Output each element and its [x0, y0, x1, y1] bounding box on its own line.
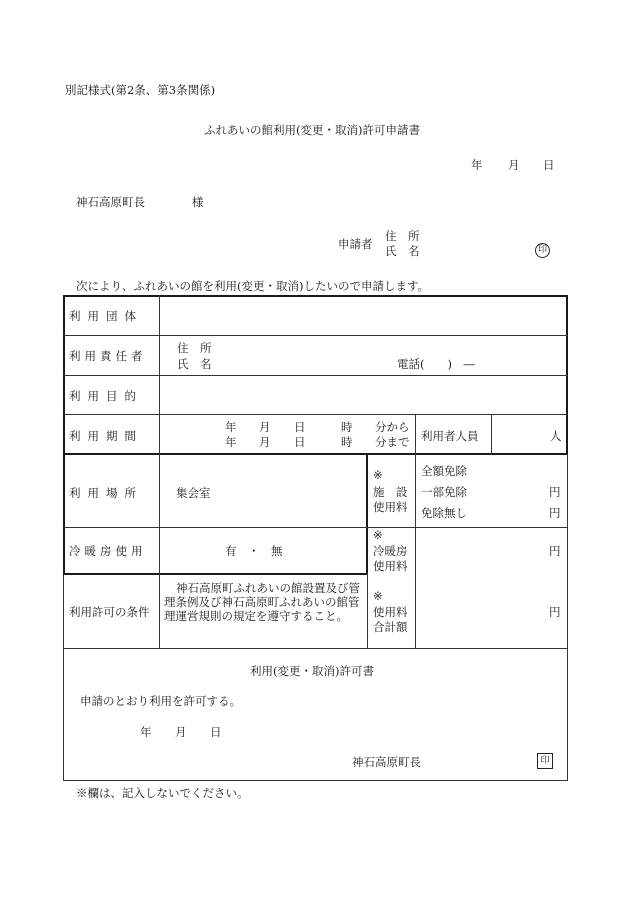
period-end-tail: 分まで [375, 435, 410, 449]
row-line-3 [63, 414, 568, 415]
partial-yen: 円 [549, 485, 561, 499]
responsible-name-label: 氏 名 [177, 357, 212, 371]
applicant-name-label: 氏 名 [385, 244, 420, 258]
period-start-month: 月 [259, 420, 271, 434]
facility-label-1: 施 設 [373, 485, 408, 499]
permit-text: 申請のとおり利用を許可する。 [80, 694, 241, 708]
date-month: 月 [508, 158, 520, 172]
date-year: 年 [471, 158, 483, 172]
permit-date-month: 月 [175, 725, 187, 739]
hvac-fee-label-2: 使用料 [373, 559, 408, 573]
row-line-7 [63, 648, 568, 649]
hvac-fee-label-1: 冷暖房 [373, 544, 408, 558]
place-value: 集会室 [176, 486, 211, 500]
date-day: 日 [543, 158, 555, 172]
none-yen: 円 [549, 506, 561, 520]
applicant-label: 申請者 [338, 237, 373, 251]
col-users-label-right [491, 414, 492, 455]
exempt-full: 全額免除 [421, 464, 467, 478]
footnote: ※欄は、記入しないでください。 [76, 786, 249, 800]
period-start-year: 年 [225, 420, 237, 434]
label-place: 利用場所 [69, 486, 143, 500]
period-end-hour: 時 [341, 435, 353, 449]
col-users-label-left [415, 414, 416, 455]
thick-mid [63, 453, 568, 455]
recipient-honorific: 様 [192, 195, 204, 209]
row-line-1 [63, 335, 568, 336]
intro-text: 次により、ふれあいの館を利用(変更・取消)したいので申請します。 [76, 279, 430, 293]
applicant-address-label: 住 所 [385, 229, 420, 243]
hvac-value: 有 ・ 無 [225, 544, 283, 558]
total-label-2: 合計額 [373, 620, 408, 634]
label-period: 利用期間 [69, 429, 143, 443]
label-purpose: 利用目的 [69, 389, 143, 403]
row-line-2 [63, 375, 568, 376]
exempt-none: 免除無し [421, 506, 467, 520]
period-end-year: 年 [225, 435, 237, 449]
label-condition: 利用許可の条件 [69, 605, 150, 619]
applicant-seal: 印 [535, 243, 550, 258]
thick-top [63, 295, 568, 297]
period-start-hour: 時 [341, 420, 353, 434]
facility-mark: ※ [373, 468, 383, 482]
label-responsible: 利用責任者 [69, 349, 147, 363]
document-title: ふれあいの館利用(変更・取消)許可申請書 [204, 123, 420, 137]
thick-inner-right [366, 453, 368, 574]
condition-text: 神石高原町ふれあいの館設置及び管理条例及び神石高原町ふれあいの館管理運営規則の規定を遵守すること。 [164, 581, 360, 623]
hvac-yen: 円 [549, 544, 561, 558]
form-reference: 別記様式(第2条、第3条関係) [65, 83, 216, 97]
exempt-partial: 一部免除 [421, 485, 467, 499]
recipient-name: 神石高原町長 [76, 195, 145, 209]
label-group: 利用団体 [69, 309, 143, 323]
period-end-day: 日 [294, 435, 306, 449]
users-unit: 人 [550, 429, 562, 443]
table-border-bottom [63, 780, 568, 781]
facility-label-2: 使用料 [373, 500, 408, 514]
row-line-5 [63, 527, 568, 528]
permit-date-year: 年 [140, 725, 152, 739]
period-start-day: 日 [294, 420, 306, 434]
total-mark: ※ [373, 589, 383, 603]
permit-seal: 印 [537, 753, 553, 769]
col-label-divider [159, 295, 160, 649]
period-start-tail: 分から [375, 420, 410, 434]
col-fee-divider [415, 453, 416, 649]
label-users: 利用者人員 [421, 429, 479, 443]
label-hvac: 冷暖房使用 [69, 544, 147, 558]
col-total-left [367, 573, 368, 649]
thick-left [63, 295, 65, 574]
period-end-month: 月 [259, 435, 271, 449]
permit-title: 利用(変更・取消)許可書 [250, 664, 374, 678]
total-yen: 円 [549, 605, 561, 619]
thick-bottom [63, 573, 368, 575]
hvac-mark: ※ [373, 528, 383, 542]
total-label-1: 使用料 [373, 605, 408, 619]
responsible-address-label: 住 所 [177, 341, 212, 355]
phone-label: 電話( ) ― [397, 357, 475, 371]
permit-date-day: 日 [210, 725, 222, 739]
permit-issuer: 神石高原町長 [352, 755, 421, 769]
